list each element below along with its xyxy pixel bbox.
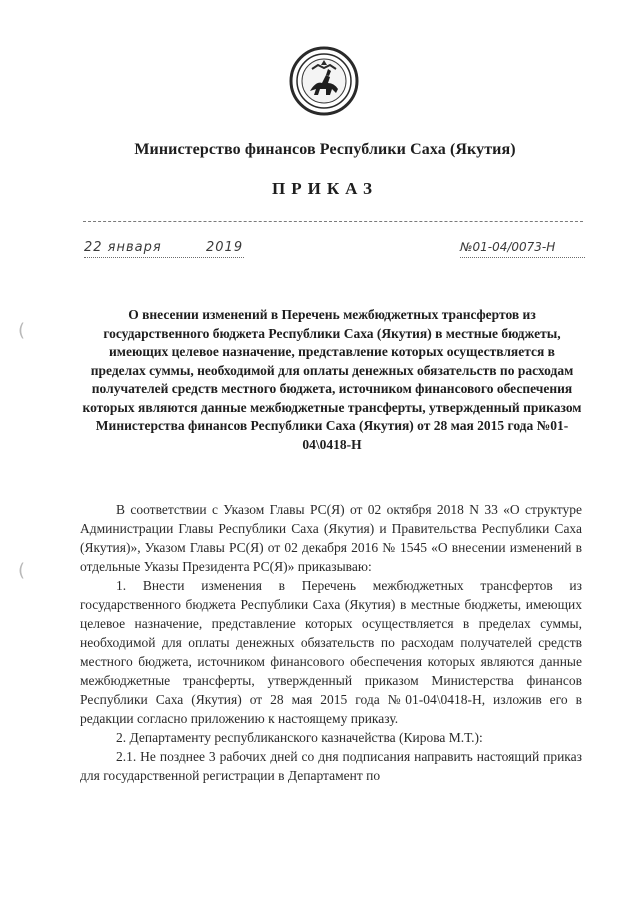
body-paragraph-preamble: В соответствии с Указом Главы РС(Я) от 02 октября 2018 N 33 «О структуре Администрации Главы Республики Саха (Якутия) и Правительства Республики Саха (Якутия)», Указом Главы РС(Я) от 02 декабря 2016 № 1545 «О внесении изменений в отдельные Указы Президента РС(Я)» приказываю: xyxy=(80,502,582,574)
order-date-year: 2019 xyxy=(206,240,244,255)
document-type: ПРИКАЗ xyxy=(272,179,378,198)
document-title: О внесении изменений в Перечень межбюджетных трансфертов из государственного бюджета Республики Саха (Якутия) в местные бюджеты, имеющих целевое назначение, представление которых осуществляется в пределах суммы, необходимой для оплаты денежных обязательств по расходам получателей средств местного бюджета, источником финансового обеспечения которых являются данные межбюджетные трансферты, утвержденный приказом Министерства финансов Республики Саха (Якутия) от 28 мая 2015 года №01-04\0418-Н xyxy=(82,307,582,452)
document-body xyxy=(80,500,582,785)
punch-hole-mark: ( xyxy=(18,560,26,581)
coat-of-arms-icon xyxy=(288,45,360,117)
body-paragraph-item-2-1: 2.1. Не позднее 3 рабочих дней со дня подписания направить настоящий приказ для государственной регистрации в Департамент по xyxy=(80,749,582,783)
body-paragraph-item-2: 2. Департаменту республиканского казначейства (Кирова М.Т.): xyxy=(116,730,483,745)
ministry-name: Министерство финансов Республики Саха (Якутия) xyxy=(134,141,516,158)
punch-hole-mark: ( xyxy=(18,320,26,341)
body-paragraph-item-1: 1. Внести изменения в Перечень межбюджетных трансфертов из государственного бюджета Республики Саха (Якутия) в местные бюджеты, имеющих целевое назначение, представление которых осуществляется в пределах суммы, необходимой для оплаты денежных обязательств по расходам получателей средств местного бюджета, источником финансового обеспечения которых являются данные межбюджетные трансферты, утвержденный приказом Министерства финансов Республики Саха (Якутия) от 28 мая 2015 года №01-04\0418-Н, изложив его в редакции согласно приложению к настоящему приказу. xyxy=(80,578,582,726)
order-date xyxy=(84,238,244,258)
order-date-day: 22 января xyxy=(84,240,162,255)
header-divider xyxy=(83,221,583,222)
order-number: №01-04/0073-Н xyxy=(460,238,585,258)
